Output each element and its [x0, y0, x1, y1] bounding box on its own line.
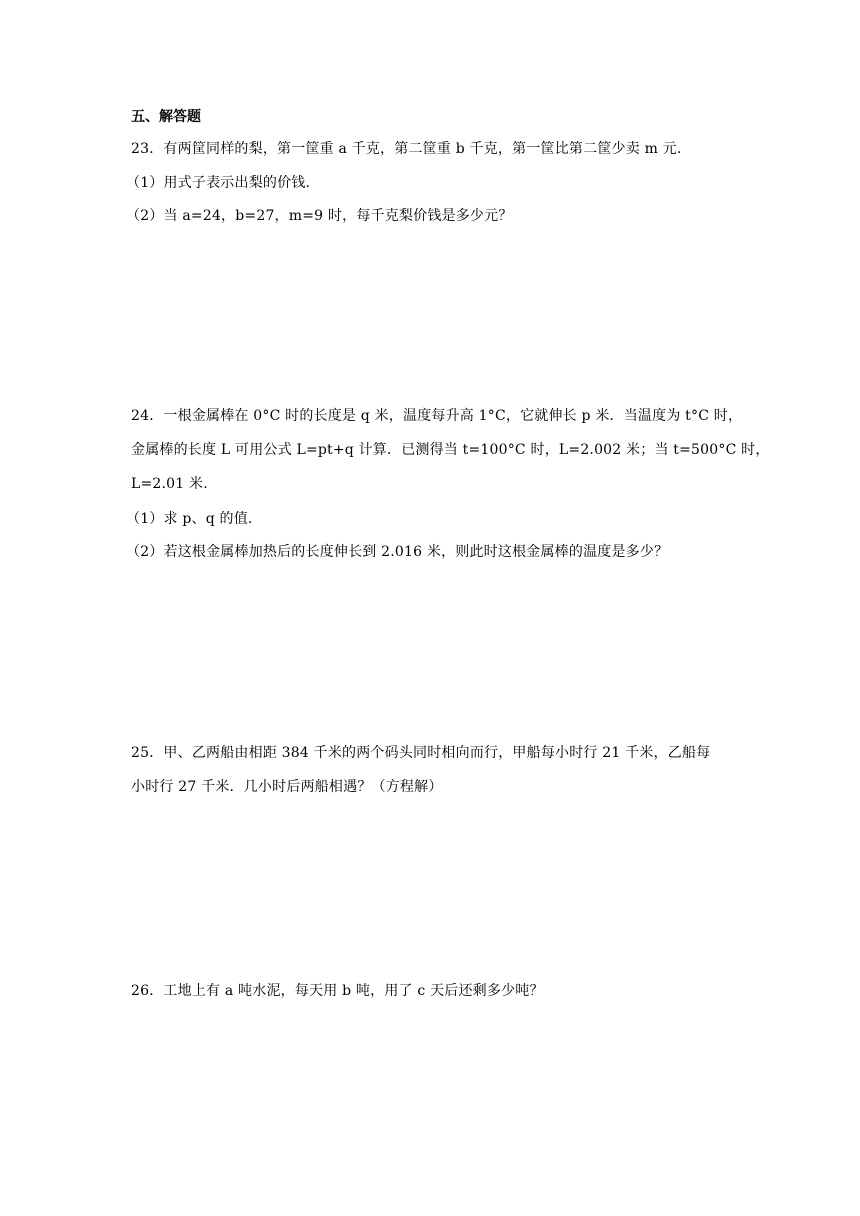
question-24-text-line-1: 24．一根金属棒在 0°C 时的长度是 q 米，温度每升高 1°C，它就伸长 p 米．当温度为 t°C 时， — [131, 408, 743, 424]
question-23-part-2: （2）当 a=24，b=27，m=9 时，每千克梨价钱是多少元？ — [126, 208, 513, 224]
question-26-text: 26．工地上有 a 吨水泥，每天用 b 吨，用了 c 天后还剩多少吨？ — [131, 983, 544, 999]
question-23-text: 23．有两筐同样的梨，第一筐重 a 千克，第二筐重 b 千克，第一筐比第二筐少卖 m 元. — [131, 141, 682, 157]
question-25-text-line-1: 25．甲、乙两船由相距 384 千米的两个码头同时相向而行，甲船每小时行 21 千米，乙船每 — [131, 745, 711, 761]
question-24-part-1: （1）求 p、q 的值. — [126, 511, 253, 527]
question-23-part-1: （1）用式子表示出梨的价钱. — [126, 175, 311, 191]
question-24-text-line-2: 金属棒的长度 L 可用公式 L=pt+q 计算．已测得当 t=100°C 时，L=2.002 米；当 t=500°C 时， — [131, 442, 770, 458]
question-24-text-line-3: L=2.01 米. — [131, 476, 208, 492]
question-25-text-line-2: 小时行 27 千米．几小时后两船相遇？（方程解） — [131, 779, 443, 795]
question-24-part-2: （2）若这根金属棒加热后的长度伸长到 2.016 米，则此时这根金属棒的温度是多少？ — [126, 544, 669, 560]
section-heading: 五、解答题 — [131, 109, 201, 125]
